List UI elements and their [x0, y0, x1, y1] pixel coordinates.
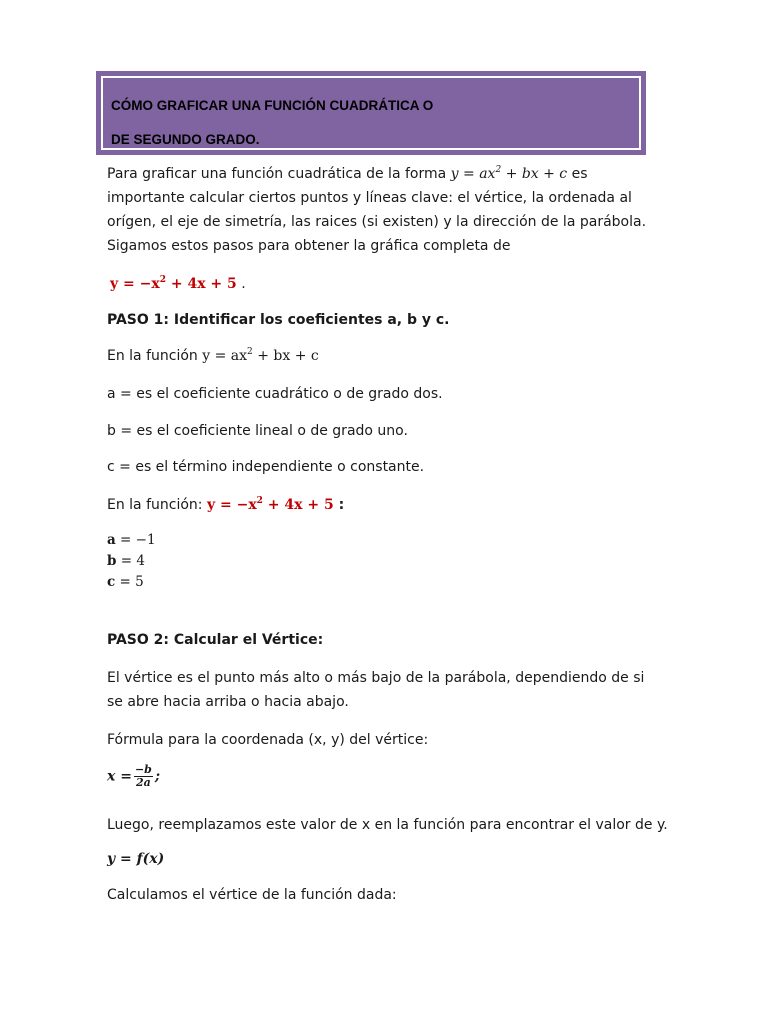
coef-c-value: c = 5 [107, 574, 144, 590]
title-line-1: CÓMO GRAFICAR UNA FUNCIÓN CUADRÁTICA O [111, 98, 434, 113]
coef-c-description: c = es el término independiente o constante. [107, 459, 425, 475]
calc-vertex-text: Calculamos el vértice de la función dada: [107, 887, 397, 903]
title-banner-inner-border [101, 76, 641, 150]
paso1-heading: PASO 1: Identificar los coeficientes a, b y c. [107, 312, 450, 328]
paso1-specific-function: En la función: $y = -x^2 + 4x + 5$ : [107, 496, 345, 513]
coef-a-description: a = es el coeficiente cuadrático o de grado dos. [107, 386, 443, 402]
target-function-line [107, 276, 246, 292]
vertex-formula-intro: Fórmula para la coordenada (x, y) del vértice: [107, 732, 429, 748]
vertex-x-fraction: $\frac{-b}{2a}$ [134, 763, 152, 789]
paso2-heading: PASO 2: Calcular el Vértice: [107, 632, 324, 648]
intro-text-start: Para graficar una función cuadrática de la forma [107, 166, 451, 182]
coef-a-value: a = −1 [107, 532, 156, 548]
intro-paragraph [107, 162, 647, 258]
coef-b-value: b = 4 [107, 553, 145, 569]
title-banner [96, 71, 646, 155]
vertex-x-formula: x = $\frac{-b}{2a}$ ; [107, 763, 161, 789]
vertex-y-formula: y = f(x) [107, 851, 165, 867]
target-function: $y = -x^2 + 4x + 5$ [110, 275, 237, 292]
coef-b-description: b = es el coeficiente lineal o de grado uno. [107, 423, 408, 439]
intro-text-end: es importante calcular ciertos puntos y líneas clave: el vértice, la ordenada al orígen, el eje de simetría, las raices (si existen) y la dirección de la parábola. Sigamos estos pasos para obtener la gráfica completa de [107, 166, 647, 254]
general-formula: $y = ax^2$ + bx + c [202, 347, 319, 364]
replace-x-text: Luego, reemplazamos este valor de x en la función para encontrar el valor de y. [107, 817, 668, 833]
target-function-suffix: . [236, 276, 246, 292]
intro-general-formula: $y = ax^2$ + bx + c [450, 165, 568, 182]
title-line-2: DE SEGUNDO GRADO. [111, 132, 260, 147]
paso2-description: El vértice es el punto más alto o más bajo de la parábola, dependiendo de si se abre hacia arriba o hacia abajo. [107, 670, 645, 710]
specific-formula: $y = -x^2 + 4x + 5$ [206, 496, 334, 513]
paso1-general-function: En la función $y = ax^2$ + bx + c [107, 347, 319, 364]
